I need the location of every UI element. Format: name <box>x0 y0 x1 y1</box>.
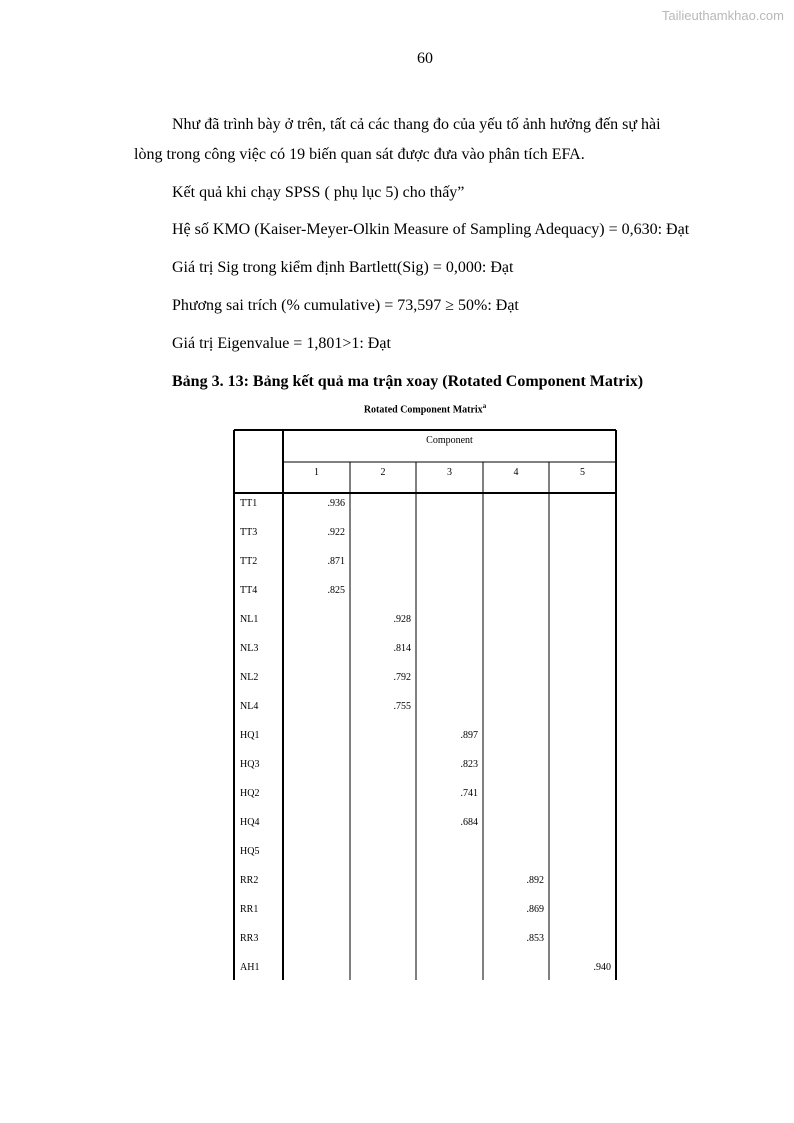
column-header-3: 3 <box>447 467 452 478</box>
row-label-nl4: NL4 <box>240 701 259 712</box>
loading-value-hq4: .684 <box>460 817 478 828</box>
loading-value-tt4: .825 <box>327 585 345 596</box>
loading-value-rr3: .853 <box>526 933 544 944</box>
row-label-hq1: HQ1 <box>240 730 260 741</box>
watermark: Tailieuthamkhao.com <box>661 8 784 23</box>
row-label-nl3: NL3 <box>240 643 259 654</box>
sig-line: Giá trị Sig trong kiểm định Bartlett(Sig) = 0,000: Đạt <box>172 259 514 276</box>
table-title: Rotated Component Matrix$^a$ <box>363 402 487 416</box>
table-grid <box>234 430 616 980</box>
row-label-ah1: AH1 <box>240 962 260 973</box>
paragraph-line-3: Kết quả khi chạy SPSS ( phụ lục 5) cho thấy” <box>172 184 465 201</box>
eigenvalue-line: Giá trị Eigenvalue = 1,801>1: Đạt <box>172 335 391 352</box>
column-header-2: 2 <box>380 467 386 478</box>
row-label-nl1: NL1 <box>240 614 259 625</box>
kmo-line: Hệ số KMO (Kaiser-Meyer-Olkin Measure of Sampling Adequacy) = 0,630: Đạt <box>172 221 690 238</box>
loading-value-nl4: .755 <box>393 701 411 712</box>
row-label-tt4: TT4 <box>240 585 258 596</box>
loading-value-nl3: .814 <box>393 643 411 654</box>
loading-value-hq3: .823 <box>460 759 478 770</box>
column-header-5: 5 <box>580 467 585 478</box>
loading-value-rr1: .869 <box>526 904 544 915</box>
row-label-hq4: HQ4 <box>240 817 260 828</box>
table-cells <box>240 435 611 973</box>
row-label-tt3: TT3 <box>240 527 258 538</box>
loading-value-tt1: .936 <box>327 498 345 509</box>
loading-value-hq2: .741 <box>460 788 478 799</box>
column-header-4: 4 <box>513 467 519 478</box>
row-label-hq2: HQ2 <box>240 788 260 799</box>
loading-value-rr2: .892 <box>526 875 544 886</box>
row-label-hq5: HQ5 <box>240 846 260 857</box>
loading-value-nl1: .928 <box>393 614 411 625</box>
variance-line: Phương sai trích (% cumulative) = 73,597 ≥ 50%: Đạt <box>172 297 519 314</box>
row-label-rr2: RR2 <box>240 875 259 886</box>
loading-value-ah1: .940 <box>593 962 611 973</box>
row-label-hq3: HQ3 <box>240 759 260 770</box>
row-label-tt1: TT1 <box>240 498 258 509</box>
loading-value-hq1: .897 <box>460 730 478 741</box>
row-label-tt2: TT2 <box>240 556 258 567</box>
paragraph-line-2: lòng trong công việc có 19 biến quan sát được đưa vào phân tích EFA. <box>134 146 585 163</box>
loading-value-nl2: .792 <box>393 672 411 683</box>
page-number: 60 <box>417 50 433 67</box>
column-header-1: 1 <box>314 467 319 478</box>
row-label-rr3: RR3 <box>240 933 259 944</box>
loading-value-tt3: .922 <box>327 527 345 538</box>
paragraph-line-1: Như đã trình bày ở trên, tất cả các thang đo của yếu tố ảnh hưởng đến sự hài <box>172 116 661 133</box>
component-header: Component <box>426 435 473 446</box>
table-heading: Bảng 3. 13: Bảng kết quả ma trận xoay (Rotated Component Matrix) <box>172 373 644 390</box>
row-label-nl2: NL2 <box>240 672 259 683</box>
row-label-rr1: RR1 <box>240 904 259 915</box>
loading-value-tt2: .871 <box>327 556 345 567</box>
